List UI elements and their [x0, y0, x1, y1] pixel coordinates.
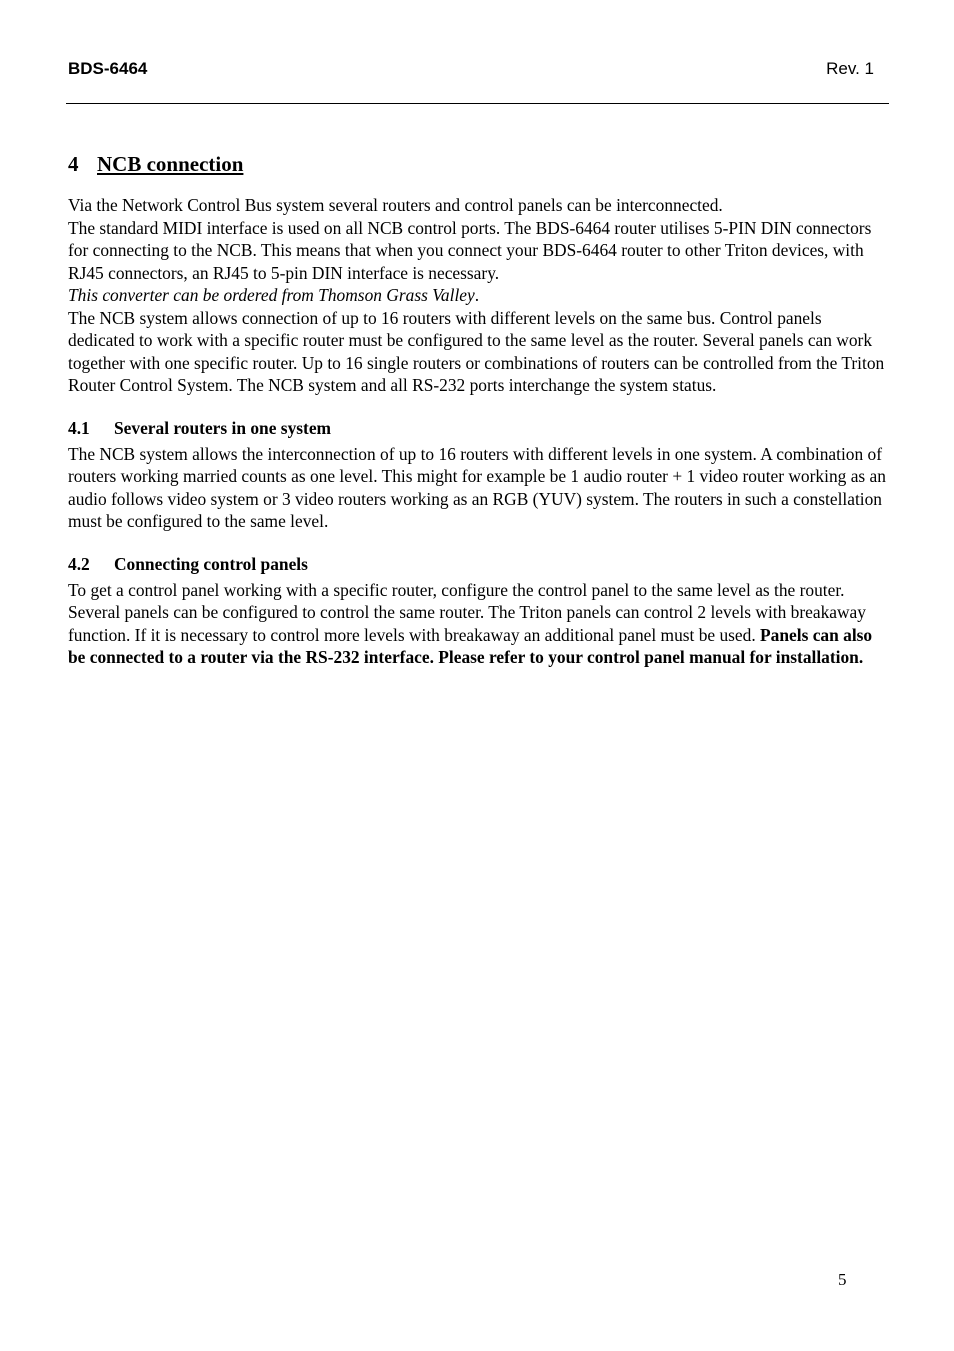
- section-paragraph-2: The NCB system allows connection of up to 16 routers with different levels on the same bus. Control panels dedicated to work with a specific router must be configured to the same level as the router. Several panels can work together with one specific router. Up to 16 single routers or combinations of routers can be controlled from the Triton Router Control System. The NCB system and all RS-232 ports interchange the system status.: [68, 307, 885, 395]
- section-number: 4: [68, 152, 79, 176]
- subsection-2-heading: [68, 553, 890, 575]
- subsection-1-body: The NCB system allows the interconnection of up to 16 routers with different levels in one system. A combination of routers working married counts as one level. This might for example be 1 audio router + 1 video router working as an audio follows video system or 3 video routers working as an RGB (YUV) system. The routers in such a constellation must be configured to the same level.: [68, 443, 886, 531]
- subsection-1-number: 4.1: [68, 417, 90, 438]
- subsection-2-body: [68, 579, 890, 669]
- section-intro-line-2: The standard MIDI interface is used on all NCB control ports. The BDS-6464 router utilises 5-PIN DIN connectors for connecting to the NCB. This means that when you connect your BDS-6464 router to other Triton devices, with RJ45 connectors, an RJ45 to 5-pin DIN interface is necessary.: [68, 217, 872, 283]
- header-rule: [66, 103, 889, 104]
- subsection-1-title: Several routers in one system: [114, 417, 332, 438]
- section-intro-line-1: Via the Network Control Bus system several routers and control panels can be interconnected.: [68, 195, 723, 215]
- subsection-1-heading: [68, 417, 890, 439]
- header-revision: Rev. 1: [826, 59, 874, 78]
- page-number: 5: [838, 1270, 847, 1289]
- subsection-2-body-text: To get a control panel working with a specific router, configure the control panel to the same level as the router. Several panels can be configured to control the same router. The Triton panels can control 2 levels with breakaway function. If it is necessary to control more levels with breakaway an additional panel must be used.: [68, 579, 866, 645]
- subsection-2-title: Connecting control panels: [114, 553, 308, 574]
- header-doc-id: BDS-6464: [68, 59, 148, 78]
- subsection-2-number: 4.2: [68, 553, 90, 574]
- main-content: [68, 150, 890, 669]
- converter-note-period: .: [474, 285, 480, 305]
- converter-note: This converter can be ordered from Thomson Grass Valley: [68, 285, 475, 305]
- section-intro-italic: [68, 284, 890, 307]
- section-heading: [68, 150, 890, 178]
- subsection-2-body-bold: Panels can also be connected to a router via the RS-232 interface. Please refer to your control panel manual for installation.: [68, 624, 873, 667]
- section-title: NCB connection: [97, 152, 244, 176]
